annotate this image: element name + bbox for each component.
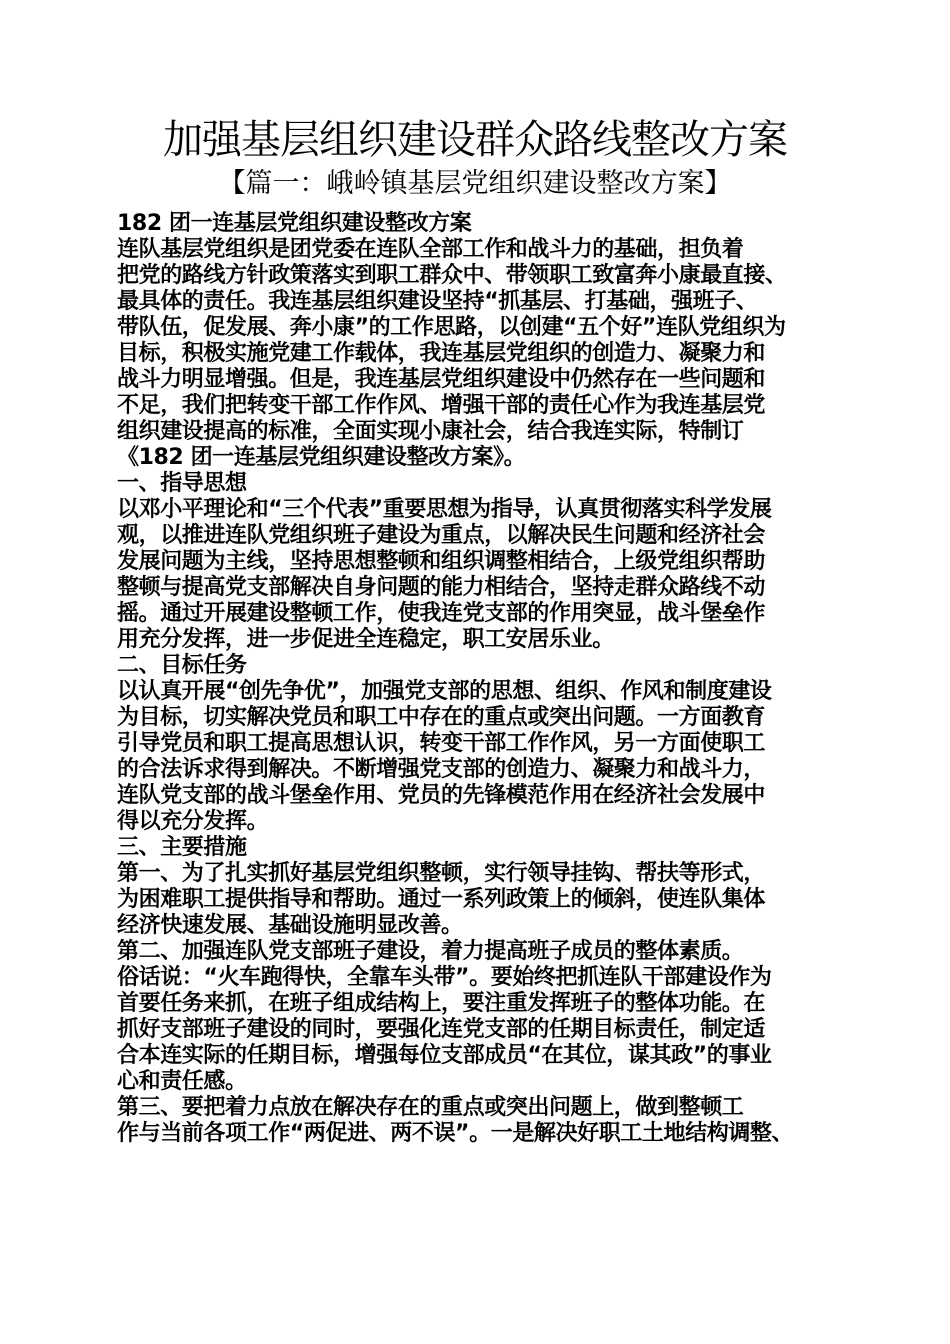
body-text-line: 观，以推进连队党组织班子建设为重点，以解决民生问题和经济社会 [117, 523, 766, 548]
body-text-line: 整顿与提高党支部解决自身问题的能力相结合，坚持走群众路线不动 [117, 575, 766, 600]
body-text-line: 第一、为了扎实抓好基层党组织整顿，实行领导挂钩、帮扶等形式， [117, 861, 766, 886]
body-text-line: 战斗力明显增强。但是，我连基层党组织建设中仍然存在一些问题和 [117, 367, 766, 392]
body-text-line: 合本连实际的任期目标，增强每位支部成员“在其位，谋其政”的事业 [117, 1043, 772, 1068]
body-text-line: 一、指导思想 [117, 471, 247, 496]
body-text-line: 摇。通过开展建设整顿工作，使我连党支部的作用突显，战斗堡垒作 [117, 601, 766, 626]
body-text-line: 最具体的责任。我连基层组织建设坚持“抓基层、打基础，强班子、 [117, 289, 758, 314]
body-text-line: 把党的路线方针政策落实到职工群众中、带领职工致富奔小康最直接、 [117, 263, 787, 288]
document-body [117, 211, 842, 1147]
body-text-line: 目标，积极实施党建工作载体，我连基层党组织的创造力、凝聚力和 [117, 341, 766, 366]
body-text-line: 三、主要措施 [117, 835, 247, 860]
body-text-line: 俗话说：“火车跑得快，全靠车头带”。要始终把抓连队干部建设作为 [117, 965, 772, 990]
body-text-line: 第二、加强连队党支部班子建设，着力提高班子成员的整体素质。 [117, 939, 744, 964]
body-text-line: 《182 团一连基层党组织建设整改方案》。 [117, 445, 526, 470]
body-text-line: 连队基层党组织是团党委在连队全部工作和战斗力的基础，担负着 [117, 237, 744, 262]
body-text-line: 带队伍，促发展、奔小康”的工作思路，以创建“五个好”连队党组织为 [117, 315, 786, 340]
body-text-line: 首要任务来抓，在班子组成结构上，要注重发挥班子的整体功能。在 [117, 991, 766, 1016]
body-text-line: 心和责任感。 [117, 1069, 247, 1094]
body-text-line: 以邓小平理论和“三个代表”重要思想为指导，认真贯彻落实科学发展 [117, 497, 772, 522]
body-text-line: 不足，我们把转变干部工作作风、增强干部的责任心作为我连基层党 [117, 393, 766, 418]
body-text-line: 的合法诉求得到解决。不断增强党支部的创造力、凝聚力和战斗力， [117, 757, 766, 782]
body-text-line: 182 团一连基层党组织建设整改方案 [117, 211, 472, 236]
body-text-line: 用充分发挥，进一步促进全连稳定，职工安居乐业。 [117, 627, 614, 652]
body-text-line: 抓好支部班子建设的同时，要强化连党支部的任期目标责任，制定适 [117, 1017, 766, 1042]
body-text-line: 为困难职工提供指导和帮助。通过一系列政策上的倾斜，使连队集体 [117, 887, 766, 912]
body-text-line: 得以充分发挥。 [117, 809, 269, 834]
body-text-line: 以认真开展“创先争优”，加强党支部的思想、组织、作风和制度建设 [117, 679, 772, 704]
body-text-line: 连队党支部的战斗堡垒作用、党员的先锋模范作用在经济社会发展中 [117, 783, 766, 808]
body-text-line: 组织建设提高的标准，全面实现小康社会，结合我连实际，特制订 [117, 419, 744, 444]
body-text-line: 发展问题为主线，坚持思想整顿和组织调整相结合，上级党组织帮助 [117, 549, 766, 574]
body-text-line: 第三、要把着力点放在解决存在的重点或突出问题上，做到整顿工 [117, 1095, 744, 1120]
body-text-line: 二、目标任务 [117, 653, 247, 678]
document-title: 加强基层组织建设群众路线整改方案 [163, 117, 787, 163]
document-subtitle: 【篇一：峨岭镇基层党组织建设整改方案】 [218, 168, 732, 199]
body-text-line: 作与当前各项工作“两促进、两不误”。一是解决好职工土地结构调整、 [117, 1121, 794, 1146]
body-text-line: 引导党员和职工提高思想认识，转变干部工作作风，另一方面使职工 [117, 731, 766, 756]
body-text-line: 为目标，切实解决党员和职工中存在的重点或突出问题。一方面教育 [117, 705, 766, 730]
body-text-line: 经济快速发展、基础设施明显改善。 [117, 913, 463, 938]
